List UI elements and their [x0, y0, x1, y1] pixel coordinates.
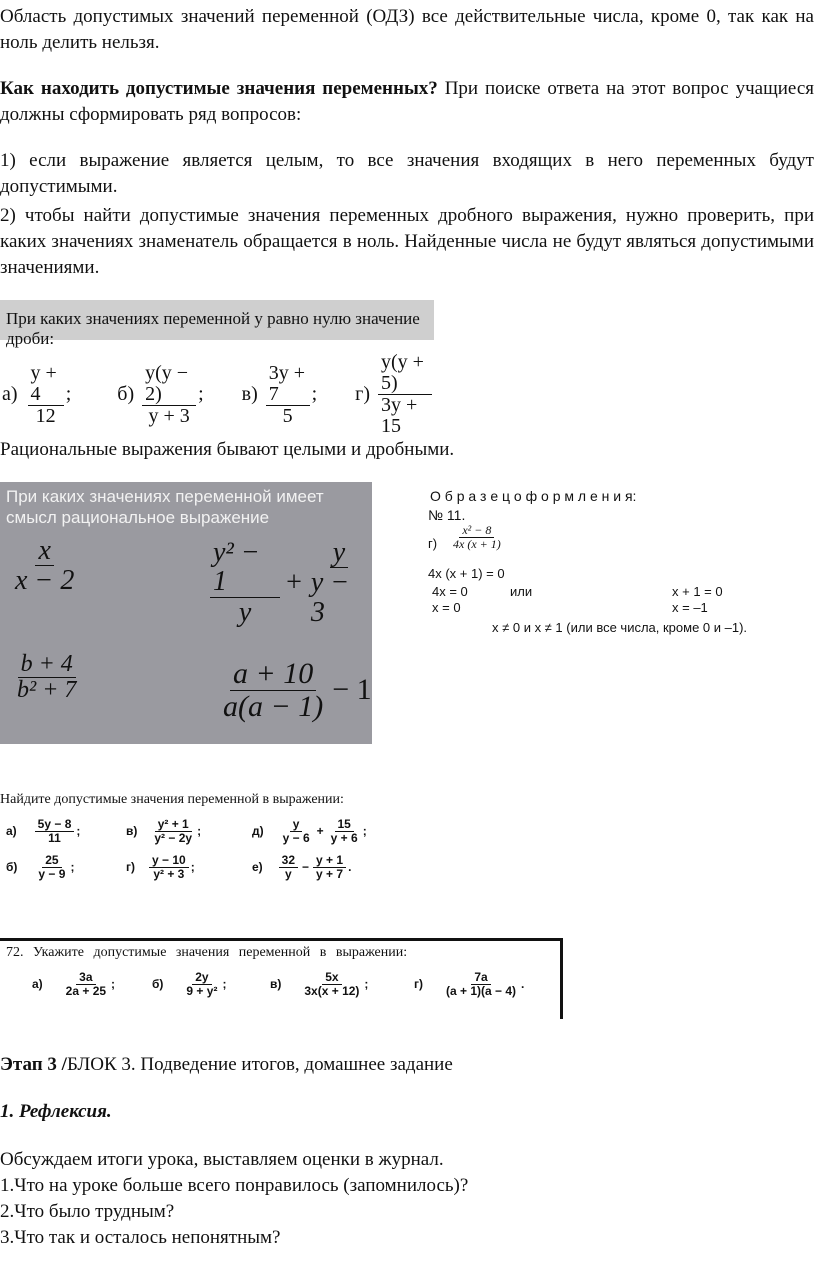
- denominator: y: [285, 866, 292, 881]
- fraction: [279, 854, 298, 880]
- item-end: ;: [65, 383, 72, 405]
- fraction-a: [28, 363, 64, 427]
- exercise-title: При каких значениях переменной y равно нулю значение дроби:: [6, 309, 420, 348]
- sample-answer: x ≠ 0 и x ≠ 1 (или все числа, кроме 0 и –1).: [492, 620, 748, 635]
- item-label: г): [355, 383, 370, 405]
- fraction: [210, 538, 280, 627]
- intro-paragraph: Область допустимых значений переменной (ОДЗ) все действительные числа, кроме 0, так как на ноль делить нельзя.: [0, 6, 814, 53]
- numerator: y: [330, 538, 348, 568]
- numerator: y² − 1: [210, 538, 280, 598]
- numerator: 3y + 7: [266, 363, 310, 406]
- question-2: 2.Что было трудным?: [0, 1201, 175, 1222]
- expression-2: [208, 538, 372, 627]
- denominator: 3y + 15: [381, 394, 418, 437]
- sample-result: x = –1: [672, 600, 708, 615]
- exercise-image-allowed-values: [0, 792, 400, 902]
- numerator: 3a: [76, 971, 95, 985]
- item-label: б): [117, 383, 135, 405]
- rule-item-2: 2) чтобы найти допустимые значения переменных дробного выражения, нужно проверить, при каких значениях знаменатель обращается в ноль. Найденные числа не будут являться допустимыми значениями.: [0, 205, 814, 278]
- sample-solution: [424, 488, 816, 638]
- sample-equation: x + 1 = 0: [672, 584, 723, 599]
- question-paragraph: [0, 76, 814, 128]
- item-end: ;: [364, 977, 369, 992]
- sample-equation: 4x (x + 1) = 0: [428, 566, 505, 581]
- item-label: а): [2, 383, 18, 405]
- stage-title: БЛОК 3. Подведение итогов, домашнее задание: [66, 1054, 453, 1075]
- numerator: y² + 1: [155, 818, 192, 832]
- numerator: 25: [42, 854, 61, 868]
- fraction: [183, 971, 220, 997]
- denominator: y + 6: [330, 830, 358, 845]
- numerator: 15: [335, 818, 354, 832]
- exercise-item: [152, 971, 226, 997]
- item-end: ;: [70, 860, 75, 875]
- item-end: ;: [111, 977, 116, 992]
- fraction: [280, 818, 313, 844]
- numerator: 2y: [192, 971, 211, 985]
- item-label: г): [126, 860, 135, 875]
- expression-4: [218, 658, 372, 722]
- expression-1: [10, 536, 79, 596]
- denominator: 5: [282, 404, 293, 427]
- fraction-c: [266, 363, 310, 427]
- denominator: y + 7: [316, 866, 344, 881]
- exercise-item: [6, 818, 80, 844]
- fraction: [301, 971, 362, 997]
- numerator: 32: [279, 854, 298, 868]
- numerator: x: [35, 536, 53, 566]
- slide-image-rational: [0, 482, 372, 744]
- numerator: x² − 8: [459, 524, 494, 538]
- exercise-item: [32, 971, 115, 997]
- fraction-b: [142, 363, 196, 427]
- item-label: в): [126, 824, 138, 839]
- denominator: x − 2: [15, 565, 75, 597]
- item-label: б): [6, 860, 18, 875]
- numerator: y(y + 5): [378, 352, 432, 395]
- numerator: 5x: [322, 971, 341, 985]
- sample-fraction: [448, 524, 506, 550]
- item-label: д): [252, 824, 264, 839]
- item-end: ;: [197, 824, 202, 839]
- discussion-text: Обсуждаем итоги урока, выставляем оценки в журнал.: [0, 1149, 444, 1170]
- reflection-heading: 1. Рефлексия.: [0, 1101, 112, 1122]
- stage-label: Этап 3 /: [0, 1054, 67, 1075]
- numerator: 5y − 8: [35, 818, 75, 832]
- expression-3: [12, 652, 81, 703]
- denominator: a(a − 1): [223, 689, 324, 723]
- fraction: [14, 652, 79, 703]
- exercise-image-72: [0, 938, 563, 1019]
- operator: +: [316, 824, 324, 839]
- slide-title-line: При каких значениях переменной имеет: [6, 487, 324, 506]
- question-text: При поиске ответа на этот вопрос учащиеся должны сформировать ряд вопросов:: [0, 78, 814, 125]
- denominator: y + 3: [148, 404, 190, 427]
- denominator: 4x (x + 1): [453, 536, 501, 551]
- exercise-item: [414, 971, 524, 997]
- operator: +: [286, 566, 302, 598]
- numerator: b + 4: [18, 652, 76, 678]
- item-label: а): [6, 824, 17, 839]
- sample-label: г): [428, 536, 438, 551]
- denominator: 12: [35, 404, 56, 427]
- fraction: [63, 971, 109, 997]
- fraction: [450, 524, 504, 550]
- item-label: в): [241, 383, 258, 405]
- fraction: [328, 818, 361, 844]
- rational-text: Рациональные выражения бывают целыми и дробными.: [0, 439, 455, 460]
- denominator: y² − 2y: [154, 830, 193, 845]
- fraction: [35, 818, 75, 844]
- stage-heading: [0, 1052, 814, 1078]
- denominator: y − 3: [310, 567, 350, 628]
- exercise-item: [126, 854, 195, 880]
- exercise-item: [252, 818, 367, 844]
- item-end: ;: [222, 977, 227, 992]
- operator: −: [302, 860, 310, 875]
- denominator: y: [238, 596, 252, 628]
- sample-or: или: [510, 584, 533, 599]
- exercise-title: Найдите допустимые значения переменной в выражении:: [0, 792, 344, 807]
- sample-equation: 4x = 0: [432, 584, 468, 599]
- denominator: 2a + 25: [65, 983, 107, 998]
- item-end: .: [348, 860, 352, 875]
- denominator: 9 + y²: [186, 983, 218, 998]
- exercise-image-zero-fraction: [0, 300, 434, 437]
- slide-title-line: смысл рациональное выражение: [6, 508, 270, 527]
- fraction: [443, 971, 519, 997]
- fraction: [12, 536, 77, 596]
- item-end: ;: [362, 824, 367, 839]
- denominator: y − 6: [282, 830, 310, 845]
- fraction: [149, 854, 189, 880]
- question-3: 3.Что так и осталось непонятным?: [0, 1227, 281, 1248]
- item-label: в): [270, 977, 282, 992]
- numerator: y + 4: [28, 363, 64, 406]
- exercise-title: 72. Укажите допустимые значения переменной в выражении:: [6, 945, 408, 960]
- exercise-image-header: [0, 300, 434, 348]
- sample-result: x = 0: [432, 600, 461, 615]
- fraction: [151, 818, 195, 844]
- fraction-row: [0, 352, 434, 437]
- slide-title: [6, 486, 324, 528]
- item-end: ;: [190, 860, 195, 875]
- exercise-item: [252, 854, 351, 880]
- denominator: y² + 3: [153, 866, 185, 881]
- item-end: ;: [76, 824, 81, 839]
- item-label: б): [152, 977, 164, 992]
- item-label: а): [32, 977, 43, 992]
- fraction: [308, 538, 370, 627]
- fraction: [35, 854, 68, 880]
- exercise-item: [126, 818, 201, 844]
- denominator: (a + 1)(a − 4): [446, 983, 517, 998]
- exercise-item: [270, 971, 368, 997]
- item-end: ;: [198, 383, 204, 405]
- denominator: b² + 7: [17, 677, 77, 704]
- question-1: 1.Что на уроке больше всего понравилось (запомнилось)?: [0, 1175, 469, 1196]
- fraction: [220, 658, 326, 722]
- numerator: a + 10: [230, 658, 316, 691]
- numerator: y − 10: [149, 854, 189, 868]
- numerator: 7a: [471, 971, 490, 985]
- fraction: [313, 854, 346, 880]
- denominator: 11: [48, 830, 61, 845]
- item-label: г): [414, 977, 423, 992]
- item-end: ;: [311, 383, 318, 405]
- question-heading: Как находить допустимые значения переменных?: [0, 78, 438, 99]
- fraction-d: [378, 352, 432, 437]
- expression-tail: − 1: [332, 673, 372, 706]
- numerator: y + 1: [313, 854, 346, 868]
- sample-title: О б р а з е ц о ф о р м л е н и я:: [430, 488, 637, 504]
- item-end: .: [521, 977, 525, 992]
- rule-item-1: 1) если выражение является целым, то все значения входящих в него переменных будут допустимыми.: [0, 150, 814, 197]
- denominator: y − 9: [38, 866, 66, 881]
- exercise-item: [6, 854, 74, 880]
- sample-number: № 11.: [428, 507, 466, 523]
- numerator: y(y − 2): [142, 363, 196, 406]
- numerator: y: [290, 818, 303, 832]
- item-label: е): [252, 860, 263, 875]
- denominator: 3x(x + 12): [304, 983, 360, 998]
